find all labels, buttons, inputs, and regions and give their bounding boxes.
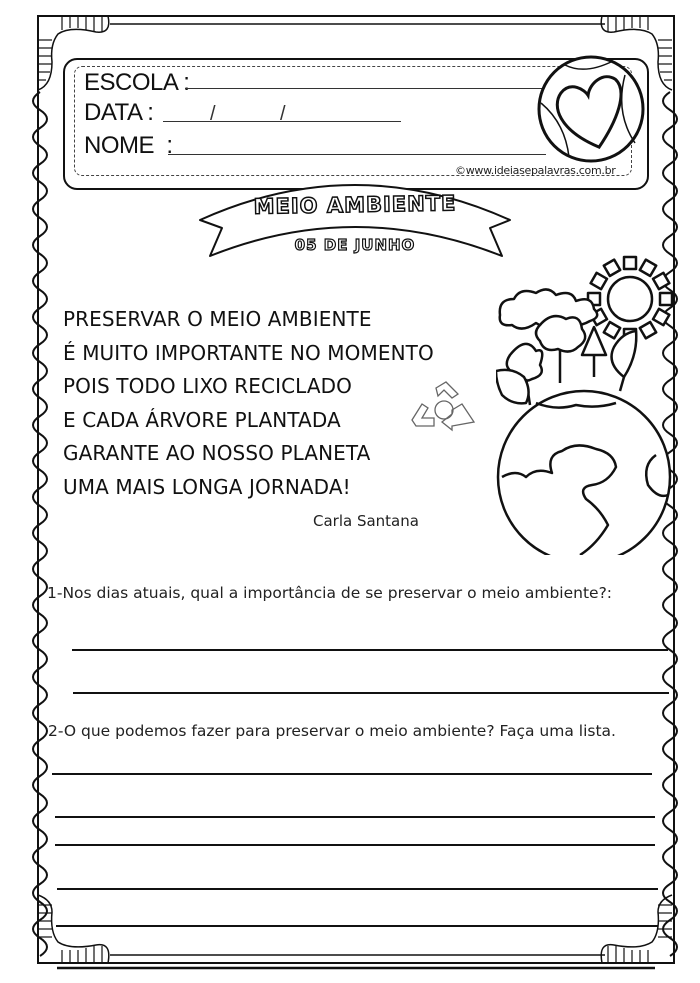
poem-author: Carla Santana	[313, 512, 419, 530]
globe-heart-icon	[535, 53, 647, 165]
field-escola-label: ESCOLA :	[84, 69, 190, 96]
answer-line-q2-1[interactable]	[52, 773, 652, 775]
date-slash-2: /	[280, 103, 286, 125]
banner-title: MEIO AMBIENTE	[253, 191, 457, 219]
answer-line-q2-2[interactable]	[55, 816, 655, 818]
escola-input-line[interactable]	[185, 88, 545, 89]
answer-line-q1-1[interactable]	[72, 649, 668, 651]
question-1: 1-Nos dias atuais, qual a importância de se preservar o meio ambiente?:	[47, 584, 613, 602]
answer-line-q2-4[interactable]	[57, 888, 658, 890]
recycle-icon	[408, 380, 480, 432]
poem-line: PRESERVAR O MEIO AMBIENTE	[63, 307, 372, 331]
answer-line-q1-2[interactable]	[73, 692, 669, 694]
date-slash-1: /	[210, 103, 216, 125]
poem-line: É MUITO IMPORTANTE NO MOMENTO	[63, 340, 434, 365]
earth-with-trees-and-sun-icon	[496, 255, 676, 555]
poem-line: E CADA ÁRVORE PLANTADA	[63, 407, 341, 432]
field-nome-label: NOME :	[84, 132, 173, 159]
poem-line: POIS TODO LIXO RECICLADO	[63, 374, 352, 398]
poem-line: UMA MAIS LONGA JORNADA!	[63, 474, 351, 499]
answer-line-q2-3[interactable]	[55, 844, 655, 846]
question-2: 2-O que podemos fazer para preservar o meio ambiente? Faça uma lista.	[48, 722, 616, 740]
website-credit: ©www.ideiasepalavras.com.br	[455, 164, 616, 177]
field-data-label: DATA :	[84, 99, 154, 126]
banner-subtitle: 05 DE JUNHO	[294, 236, 416, 254]
nome-input-line[interactable]	[168, 154, 546, 155]
poem	[63, 303, 434, 504]
poem-line: GARANTE AO NOSSO PLANETA	[63, 441, 371, 465]
answer-line-q2-5[interactable]	[56, 925, 658, 927]
